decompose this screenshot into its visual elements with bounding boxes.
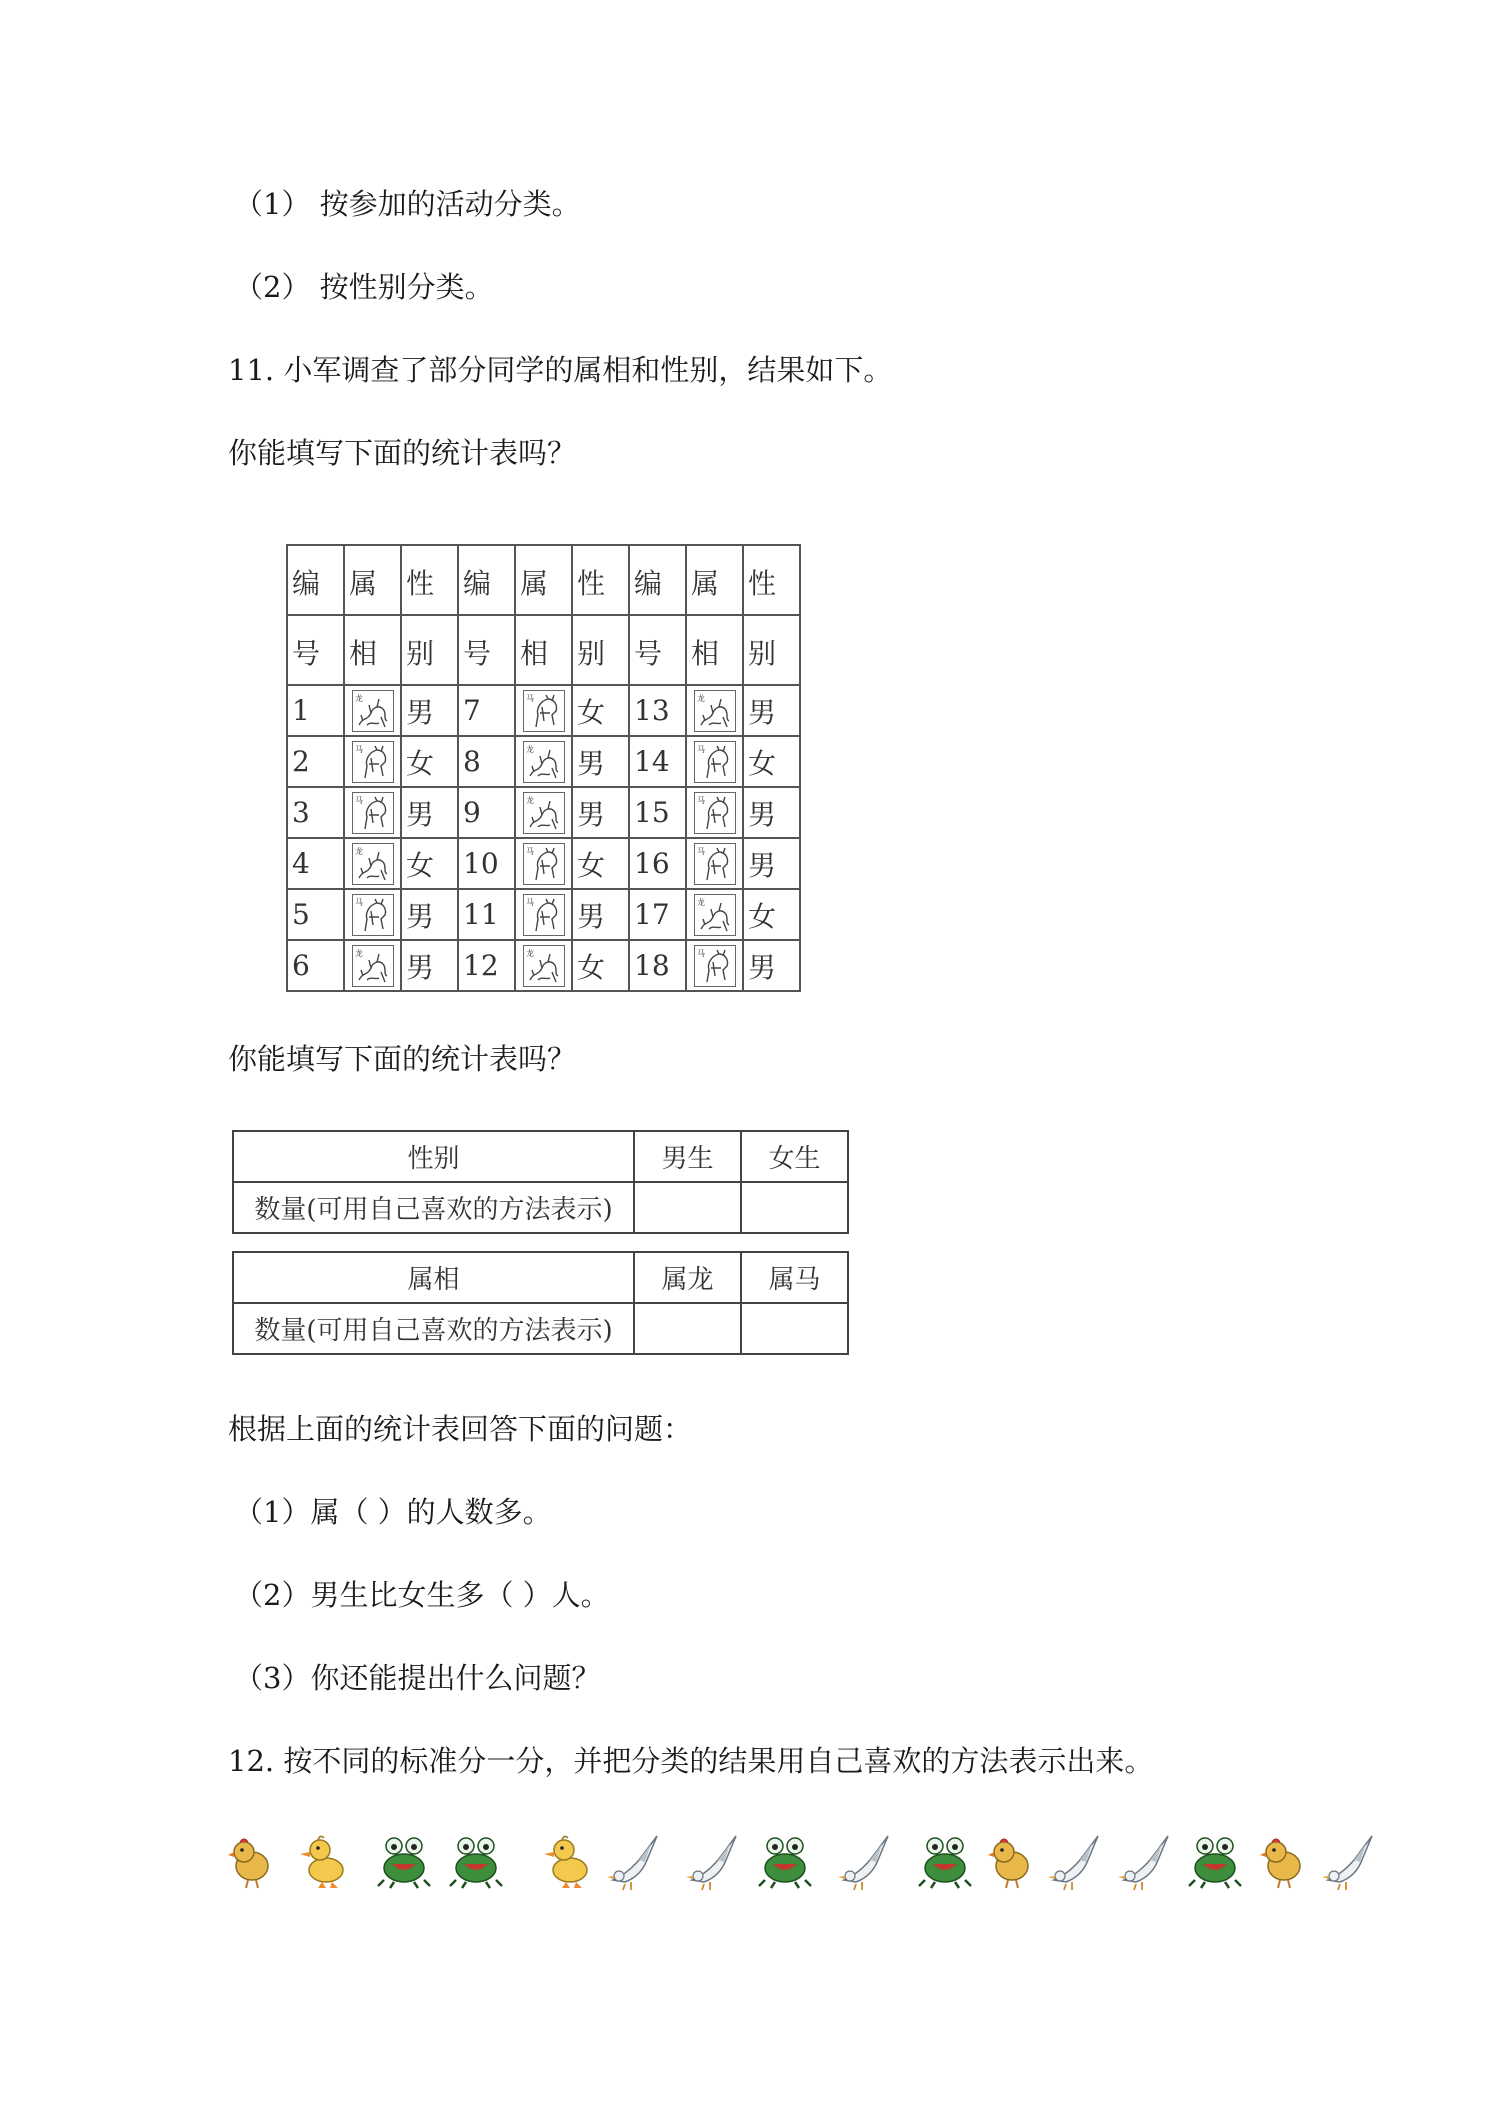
girls-count-cell[interactable]	[741, 1182, 848, 1233]
student-sex: 男	[401, 940, 458, 991]
chick-icon	[982, 1830, 1038, 1892]
dragon-icon	[352, 690, 394, 732]
student-sex: 女	[572, 940, 629, 991]
bird-icon	[605, 1830, 661, 1892]
grid-header-cell: 属	[515, 545, 572, 615]
zodiac-cell	[686, 685, 743, 736]
zodiac-cell	[515, 736, 572, 787]
zodiac-cell	[515, 889, 572, 940]
bird-icon	[1320, 1830, 1376, 1892]
student-number: 4	[287, 838, 344, 889]
frog-icon	[1187, 1830, 1243, 1892]
zodiac-cell	[686, 940, 743, 991]
student-sex: 女	[743, 736, 800, 787]
animals-row	[222, 1830, 1382, 1892]
horse-icon	[523, 843, 565, 885]
svg-text:马: 马	[696, 846, 705, 856]
zodiac-cell	[686, 736, 743, 787]
student-number: 1	[287, 685, 344, 736]
grid-header-cell: 性	[572, 545, 629, 615]
student-sex: 男	[401, 685, 458, 736]
student-sex: 女	[743, 889, 800, 940]
dragon-icon	[694, 894, 736, 936]
table-row	[287, 940, 800, 991]
grid-header-cell: 号	[287, 615, 344, 685]
dragon-icon	[352, 843, 394, 885]
horse-icon	[694, 843, 736, 885]
horse-icon	[352, 741, 394, 783]
survey-grid	[286, 544, 801, 992]
question-11-prompt-2: 你能填写下面的统计表吗？	[228, 1042, 577, 1076]
svg-text:马: 马	[525, 897, 534, 907]
horse-icon	[694, 741, 736, 783]
student-number: 10	[458, 838, 515, 889]
table-row	[287, 736, 800, 787]
gender-header: 性别	[233, 1131, 634, 1182]
table-row	[287, 838, 800, 889]
zodiac-cell	[686, 889, 743, 940]
zodiac-cell	[344, 838, 401, 889]
zodiac-cell	[344, 787, 401, 838]
grid-header-cell: 编	[287, 545, 344, 615]
student-number: 7	[458, 685, 515, 736]
student-sex: 女	[572, 838, 629, 889]
svg-text:龙: 龙	[696, 693, 705, 703]
zodiac-cell	[344, 940, 401, 991]
grid-header-cell: 属	[344, 545, 401, 615]
quantity-label: 数量(可用自己喜欢的方法表示)	[233, 1182, 634, 1233]
svg-text:马: 马	[354, 744, 363, 754]
student-sex: 男	[401, 787, 458, 838]
svg-text:龙: 龙	[696, 897, 705, 907]
svg-text:马: 马	[525, 846, 534, 856]
svg-text:龙: 龙	[354, 693, 363, 703]
student-number: 18	[629, 940, 686, 991]
zodiac-cell	[515, 940, 572, 991]
zodiac-cell	[344, 685, 401, 736]
student-number: 13	[629, 685, 686, 736]
student-number: 14	[629, 736, 686, 787]
bird-icon	[836, 1830, 892, 1892]
student-number: 17	[629, 889, 686, 940]
svg-text:龙: 龙	[354, 948, 363, 958]
question-11-prompt: 你能填写下面的统计表吗？	[228, 436, 577, 470]
grid-header-cell: 相	[344, 615, 401, 685]
grid-header-cell: 编	[629, 545, 686, 615]
horse-header: 属马	[741, 1252, 848, 1303]
dragon-icon	[523, 741, 565, 783]
zodiac-cell	[515, 685, 572, 736]
horse-icon	[352, 894, 394, 936]
svg-text:龙: 龙	[354, 846, 363, 856]
grid-header-cell: 别	[743, 615, 800, 685]
svg-text:马: 马	[354, 897, 363, 907]
bird-icon	[684, 1830, 740, 1892]
student-sex: 男	[743, 685, 800, 736]
student-sex: 女	[401, 736, 458, 787]
grid-header-cell: 别	[401, 615, 458, 685]
svg-text:马: 马	[696, 744, 705, 754]
zodiac-cell	[686, 838, 743, 889]
zodiac-cell	[344, 736, 401, 787]
duck-icon	[540, 1830, 596, 1892]
svg-text:马: 马	[696, 948, 705, 958]
svg-text:马: 马	[525, 693, 534, 703]
dragon-icon	[694, 690, 736, 732]
quantity-label: 数量(可用自己喜欢的方法表示)	[233, 1303, 634, 1354]
q10-item-1: （1） 按参加的活动分类。	[234, 187, 581, 221]
boys-count-cell[interactable]	[634, 1182, 741, 1233]
frog-icon	[757, 1830, 813, 1892]
student-number: 16	[629, 838, 686, 889]
grid-header-cell: 属	[686, 545, 743, 615]
zodiac-cell	[515, 838, 572, 889]
student-sex: 男	[743, 940, 800, 991]
frog-icon	[448, 1830, 504, 1892]
bird-icon	[1116, 1830, 1172, 1892]
student-sex: 女	[572, 685, 629, 736]
student-number: 12	[458, 940, 515, 991]
student-sex: 男	[572, 736, 629, 787]
horse-icon	[694, 945, 736, 987]
answer-intro: 根据上面的统计表回答下面的问题：	[228, 1412, 693, 1446]
svg-text:马: 马	[354, 795, 363, 805]
zodiac-stat-table	[232, 1251, 849, 1355]
student-sex: 男	[401, 889, 458, 940]
horse-count-cell[interactable]	[741, 1303, 848, 1354]
grid-header-cell: 编	[458, 545, 515, 615]
duck-icon	[296, 1830, 352, 1892]
question-part-1: （1）属（ ）的人数多。	[234, 1495, 552, 1529]
svg-text:龙: 龙	[525, 948, 534, 958]
student-number: 15	[629, 787, 686, 838]
zodiac-cell	[686, 787, 743, 838]
svg-text:龙: 龙	[525, 744, 534, 754]
question-part-2: （2）男生比女生多（ ）人。	[234, 1578, 610, 1612]
student-number: 11	[458, 889, 515, 940]
zodiac-header: 属相	[233, 1252, 634, 1303]
q10-item-2: （2） 按性别分类。	[234, 270, 494, 304]
chick-icon	[222, 1830, 278, 1892]
student-number: 8	[458, 736, 515, 787]
table-row	[287, 889, 800, 940]
question-part-3: （3）你还能提出什么问题？	[234, 1661, 601, 1695]
student-sex: 男	[743, 787, 800, 838]
student-number: 9	[458, 787, 515, 838]
chick-icon	[1254, 1830, 1310, 1892]
student-number: 2	[287, 736, 344, 787]
horse-icon	[523, 894, 565, 936]
boys-header: 男生	[634, 1131, 741, 1182]
student-sex: 男	[572, 889, 629, 940]
girls-header: 女生	[741, 1131, 848, 1182]
grid-header-cell: 别	[572, 615, 629, 685]
dragon-count-cell[interactable]	[634, 1303, 741, 1354]
svg-text:马: 马	[696, 795, 705, 805]
grid-header-cell: 号	[629, 615, 686, 685]
student-sex: 男	[572, 787, 629, 838]
question-12: 12. 按不同的标准分一分，并把分类的结果用自己喜欢的方法表示出来。	[228, 1744, 1154, 1778]
student-number: 5	[287, 889, 344, 940]
grid-header-cell: 性	[743, 545, 800, 615]
table-row	[287, 787, 800, 838]
gender-stat-table	[232, 1130, 849, 1234]
horse-icon	[523, 690, 565, 732]
student-sex: 男	[743, 838, 800, 889]
zodiac-cell	[515, 787, 572, 838]
student-number: 3	[287, 787, 344, 838]
dragon-icon	[352, 945, 394, 987]
horse-icon	[694, 792, 736, 834]
svg-text:龙: 龙	[525, 795, 534, 805]
dragon-icon	[523, 792, 565, 834]
grid-header-cell: 相	[686, 615, 743, 685]
student-number: 6	[287, 940, 344, 991]
zodiac-cell	[344, 889, 401, 940]
frog-icon	[917, 1830, 973, 1892]
bird-icon	[1046, 1830, 1102, 1892]
student-sex: 女	[401, 838, 458, 889]
grid-header-cell: 相	[515, 615, 572, 685]
grid-header-cell: 性	[401, 545, 458, 615]
dragon-icon	[523, 945, 565, 987]
frog-icon	[376, 1830, 432, 1892]
grid-header-cell: 号	[458, 615, 515, 685]
horse-icon	[352, 792, 394, 834]
dragon-header: 属龙	[634, 1252, 741, 1303]
question-11: 11. 小军调查了部分同学的属相和性别，结果如下。	[228, 353, 893, 387]
table-row	[287, 685, 800, 736]
